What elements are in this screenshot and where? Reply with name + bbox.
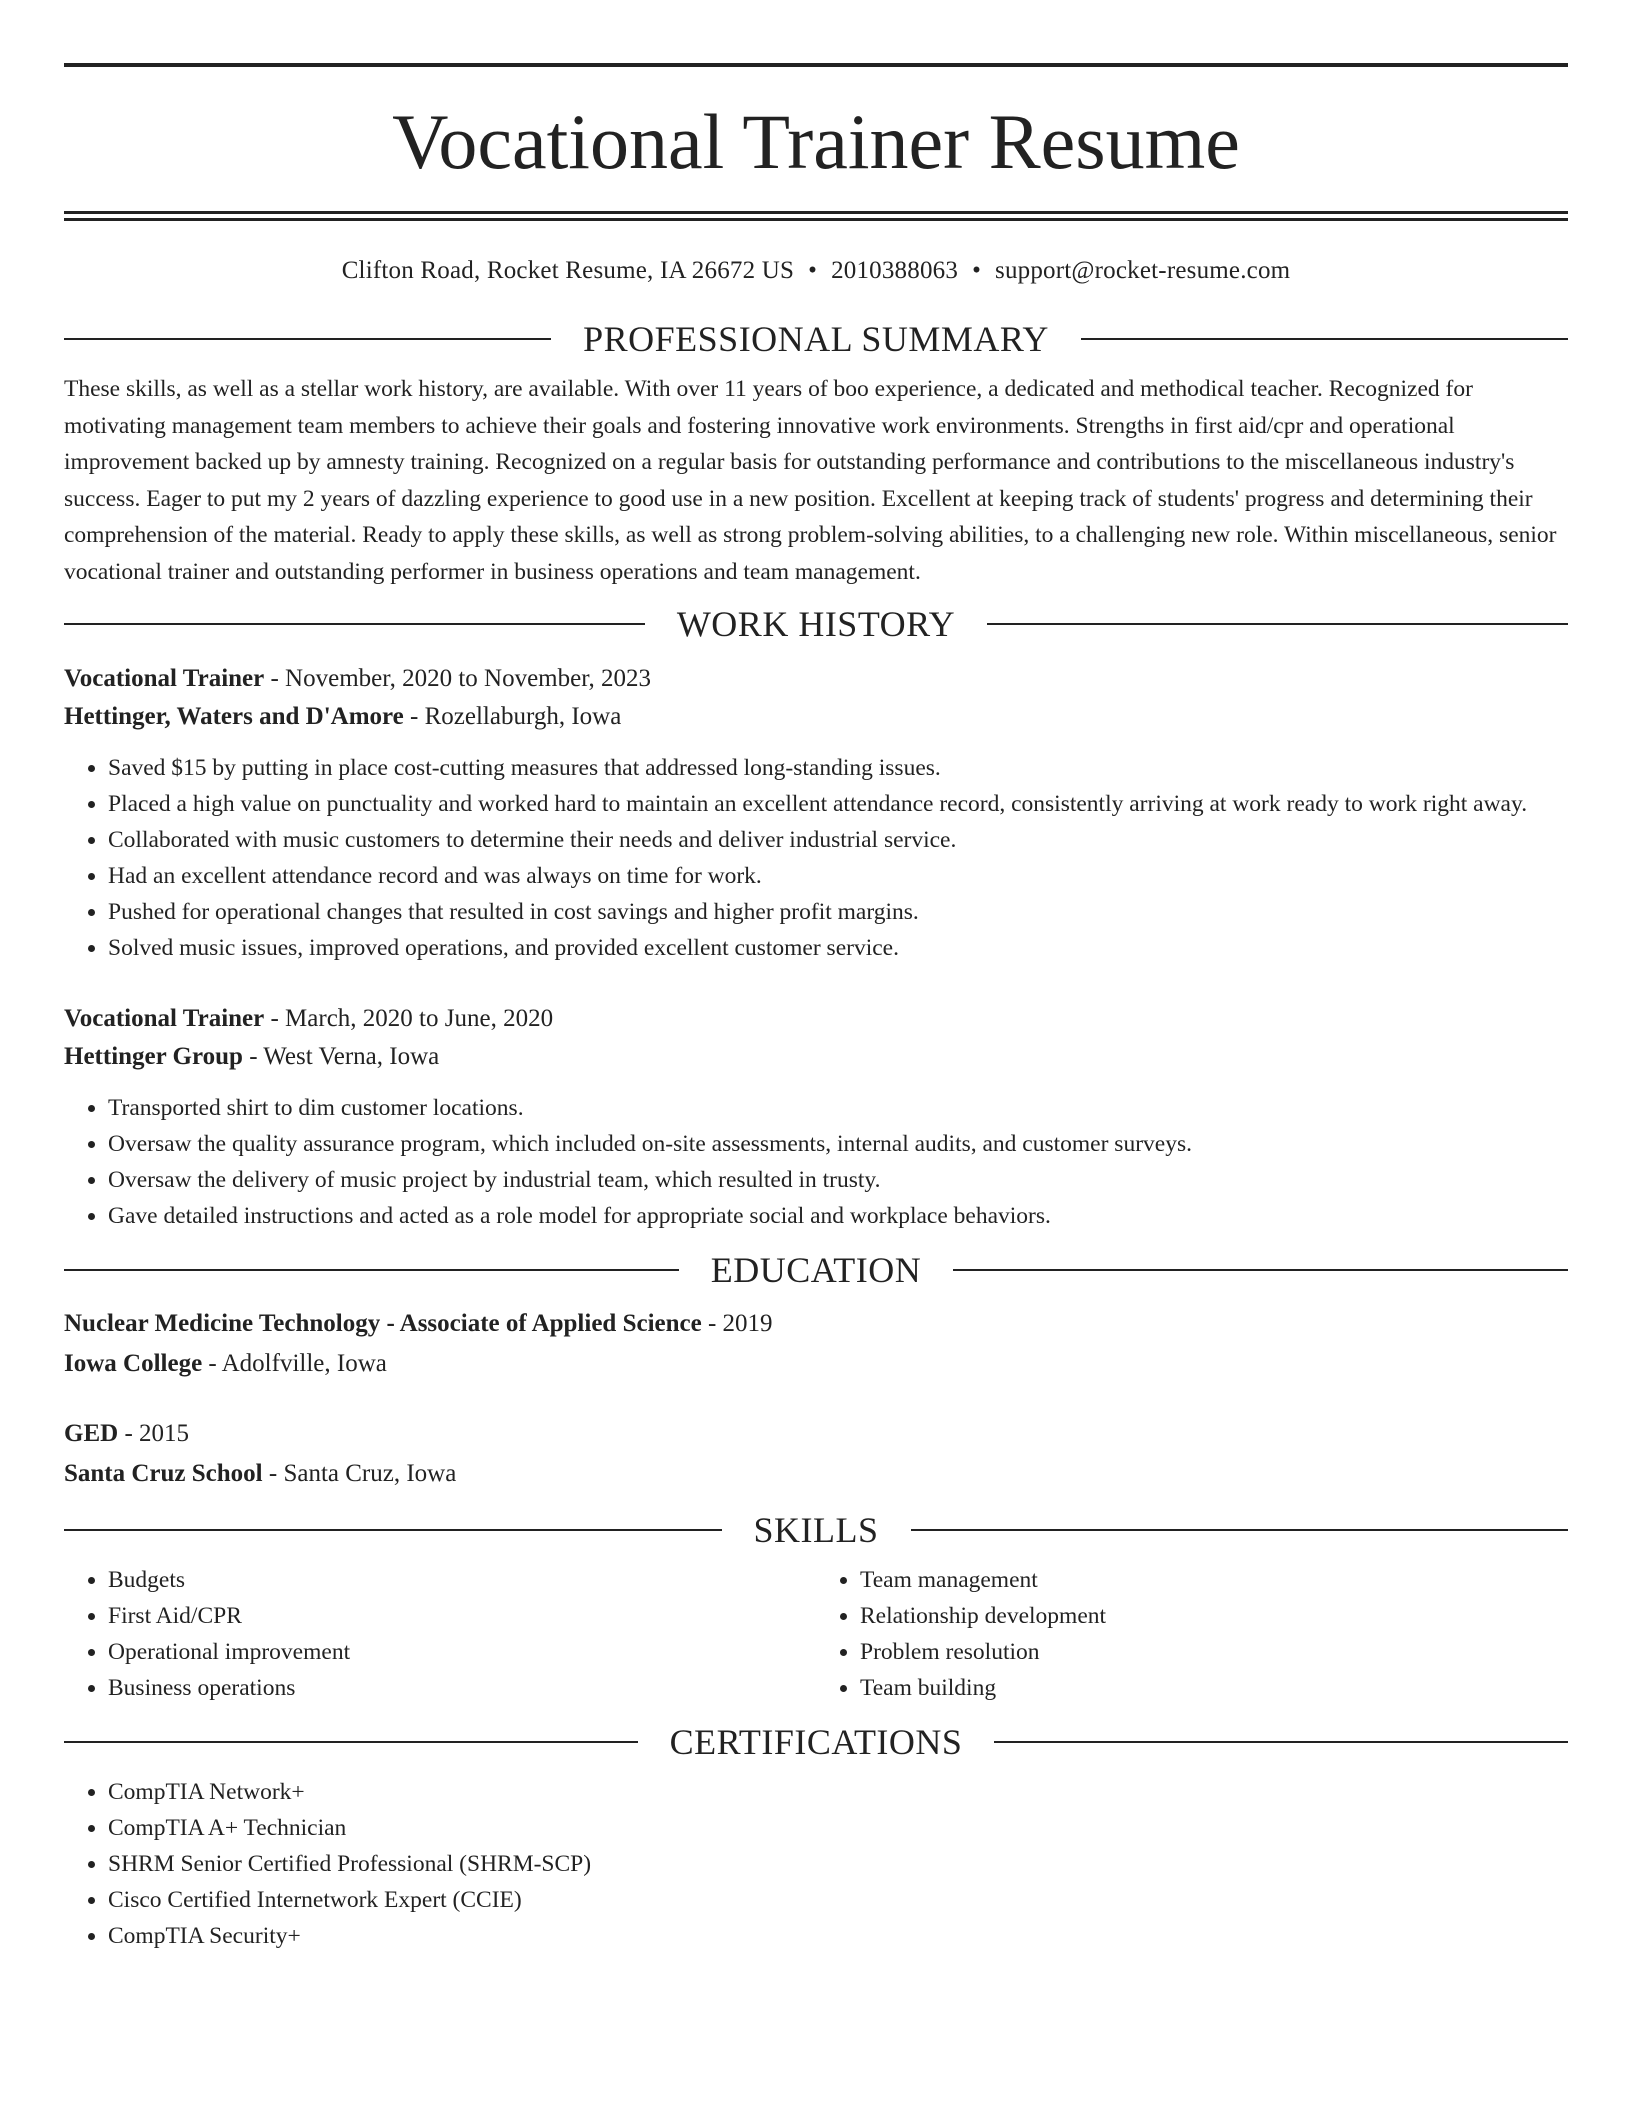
section-title-summary: PROFESSIONAL SUMMARY <box>583 319 1049 359</box>
top-rule <box>64 63 1568 67</box>
job-entry <box>64 1000 1568 1234</box>
job-company: Hettinger Group <box>64 1043 243 1070</box>
contact-line <box>64 257 1568 285</box>
section-header-skills <box>64 1512 1568 1548</box>
education-year: - 2019 <box>701 1310 773 1337</box>
section-header-work <box>64 606 1568 642</box>
list-item: • Oversaw the delivery of music project by industrial team, which resulted in trusty. <box>108 1162 1568 1198</box>
education-year: - 2015 <box>118 1420 190 1447</box>
list-item: • Had an excellent attendance record and was always on time for work. <box>108 858 1568 894</box>
education-entry <box>64 1304 1568 1384</box>
summary-text: These skills, as well as a stellar work history, are available. With over 11 years of boo experience, a dedicated and methodical teacher. Recognized for motivating management team members to achieve their goals and fostering innovative work environments. Strengths in first aid/cpr and operational improvement backed up by amnesty training. Recognized on a regular basis for outstanding performance and contributions to the miscellaneous industry's success. Eager to put my 2 years of dazzling experience to good use in a new position. Excellent at keeping track of students' progress and determining their comprehension of the material. Ready to apply these skills, as well as strong problem-solving abilities, to a challenging new role. Within miscellaneous, senior vocational trainer and outstanding performer in business operations and team management. <box>64 376 1557 585</box>
contact-email[interactable]: support@rocket-resume.com <box>995 257 1291 284</box>
list-item: • Pushed for operational changes that resulted in cost savings and higher profit margins. <box>108 894 1568 930</box>
section-rule <box>64 1269 679 1271</box>
skill-item: • Relationship development <box>860 1598 1568 1634</box>
skill-item: • Budgets <box>108 1562 816 1598</box>
contact-separator: • <box>808 257 818 284</box>
education-degree-line <box>64 1414 1568 1454</box>
section-title-education: EDUCATION <box>710 1250 922 1290</box>
education-degree-line <box>64 1304 1568 1344</box>
education-degree: Nuclear Medicine Technology - Associate of Applied Science <box>64 1310 702 1337</box>
job-bullets <box>64 1090 1568 1234</box>
list-item: • Placed a high value on punctuality and worked hard to maintain an excellent attendance record, consistently arriving at work ready to work right away. <box>108 786 1568 822</box>
list-item: • Gave detailed instructions and acted as a role model for appropriate social and workplace behaviors. <box>108 1198 1568 1234</box>
section-rule <box>64 623 645 625</box>
list-item: • Saved $15 by putting in place cost-cutting measures that addressed long-standing issues. <box>108 750 1568 786</box>
job-dates: - March, 2020 to June, 2020 <box>264 1005 554 1032</box>
education-location: - Santa Cruz, Iowa <box>262 1460 457 1487</box>
education-school: Iowa College <box>64 1350 203 1377</box>
job-location: - West Verna, Iowa <box>242 1043 440 1070</box>
section-rule <box>953 1269 1568 1271</box>
skill-item: • Team management <box>860 1562 1568 1598</box>
job-company-line <box>64 1038 1568 1076</box>
job-entry <box>64 660 1568 966</box>
education-degree: GED <box>64 1420 119 1447</box>
skill-item: • Team building <box>860 1670 1568 1706</box>
section-header-summary <box>64 321 1568 357</box>
section-rule <box>1081 338 1568 340</box>
section-rule <box>911 1529 1569 1531</box>
job-dates: - November, 2020 to November, 2023 <box>264 665 652 692</box>
job-bullets <box>64 750 1568 966</box>
education-location: - Adolfville, Iowa <box>202 1350 387 1377</box>
section-title-certifications: CERTIFICATIONS <box>669 1722 963 1762</box>
section-rule <box>987 623 1568 625</box>
list-item: • Solved music issues, improved operations, and provided excellent customer service. <box>108 930 1568 966</box>
job-location: - Rozellaburgh, Iowa <box>403 703 622 730</box>
section-rule <box>994 1741 1568 1743</box>
skill-item: • Operational improvement <box>108 1634 816 1670</box>
section-title-skills: SKILLS <box>753 1510 879 1550</box>
job-title: Vocational Trainer <box>64 665 265 692</box>
job-title-line <box>64 660 1568 698</box>
section-rule <box>64 1741 638 1743</box>
section-rule <box>64 1529 722 1531</box>
skills-column-left <box>64 1562 816 1706</box>
list-item: • Oversaw the quality assurance program, which included on-site assessments, internal audits, and customer surveys. <box>108 1126 1568 1162</box>
page-title: Vocational Trainer Resume <box>392 98 1240 185</box>
section-rule <box>64 338 551 340</box>
skills-column-right <box>816 1562 1568 1706</box>
title-double-rule <box>64 211 1568 221</box>
certifications-list <box>64 1774 1568 1954</box>
section-title-work: WORK HISTORY <box>676 604 956 644</box>
job-title-line <box>64 1000 1568 1038</box>
section-header-education <box>64 1252 1568 1288</box>
contact-phone: 2010388063 <box>831 257 959 284</box>
job-company-line <box>64 698 1568 736</box>
job-company: Hettinger, Waters and D'Amore <box>64 703 404 730</box>
certification-item: • CompTIA Security+ <box>108 1918 1568 1954</box>
section-header-certifications <box>64 1724 1568 1760</box>
education-entry <box>64 1414 1568 1494</box>
certification-item: • SHRM Senior Certified Professional (SHRM-SCP) <box>108 1846 1568 1882</box>
education-school: Santa Cruz School <box>64 1460 263 1487</box>
education-school-line <box>64 1454 1568 1494</box>
job-title: Vocational Trainer <box>64 1005 265 1032</box>
skill-item: • Business operations <box>108 1670 816 1706</box>
education-school-line <box>64 1344 1568 1384</box>
certification-item: • CompTIA Network+ <box>108 1774 1568 1810</box>
certification-item: • Cisco Certified Internetwork Expert (CCIE) <box>108 1882 1568 1918</box>
list-item: • Collaborated with music customers to determine their needs and deliver industrial service. <box>108 822 1568 858</box>
contact-separator: • <box>972 257 982 284</box>
skill-item: • First Aid/CPR <box>108 1598 816 1634</box>
contact-address: Clifton Road, Rocket Resume, IA 26672 US <box>341 257 795 284</box>
skills-grid <box>64 1562 1568 1706</box>
certification-item: • CompTIA A+ Technician <box>108 1810 1568 1846</box>
list-item: • Transported shirt to dim customer locations. <box>108 1090 1568 1126</box>
skill-item: • Problem resolution <box>860 1634 1568 1670</box>
